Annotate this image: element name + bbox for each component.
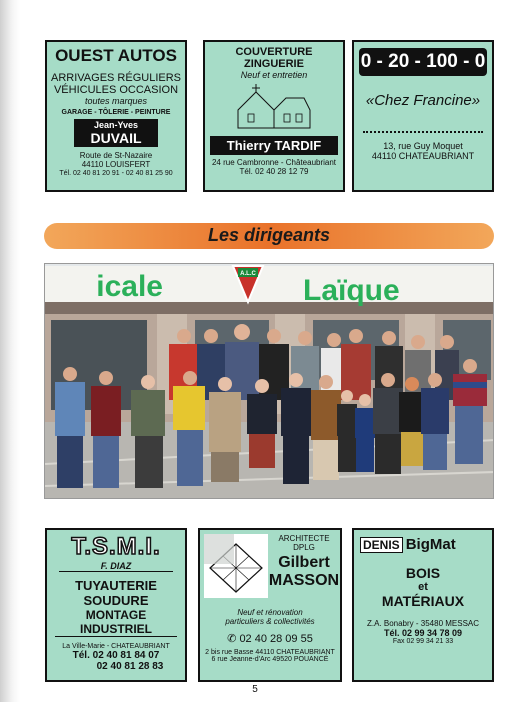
phone: Tél. 02 40 81 20 91 - 02 40 81 25 90 [59, 170, 173, 177]
sign-text-right: Laïque [303, 274, 400, 307]
ad-title: COUVERTURE [235, 46, 313, 58]
ad-line: et [418, 581, 428, 593]
city: 44110 CHATEAUBRIANT [371, 151, 475, 161]
ad-line: MONTAGE INDUSTRIEL [55, 608, 177, 637]
ad-title: ZINGUERIE [244, 58, 304, 70]
surname: MASSON [268, 572, 340, 589]
address: La Ville-Marie - CHATEAUBRIANT [62, 643, 170, 650]
surname: DUVAIL [90, 130, 142, 146]
group-photo-image [45, 264, 494, 499]
ad-title: «Chez Francine» [365, 92, 481, 109]
address: Z.A. Bonabry - 35480 MESSAC [366, 619, 480, 628]
phone: Tél. 02 40 81 84 07 [72, 650, 160, 661]
surname: Thierry TARDIF [226, 138, 322, 153]
phone: ✆ 02 40 28 09 55 [227, 633, 313, 645]
ad-title: ARCHITECTE [278, 534, 330, 543]
address: 13, rue Guy Moquet [383, 141, 463, 151]
firstname: Jean-Yves [93, 120, 139, 130]
ad-line: SOUDURE [83, 593, 149, 608]
ad-line: ARRIVAGES RÉGULIERS [51, 72, 181, 84]
ad-line: BOIS [405, 565, 441, 581]
ad-line: Neuf et rénovation [237, 608, 303, 617]
page-number: 5 [252, 684, 258, 695]
number-box [359, 48, 487, 76]
name-box [74, 119, 158, 147]
name-box [210, 136, 338, 155]
address: 2 bis rue Basse 44110 CHATEAUBRIANT [205, 649, 335, 656]
ad-line: GARAGE - TÔLERIE - PEINTURE [61, 109, 171, 116]
page-shadow [0, 0, 20, 702]
ad-ouest-autos [45, 40, 187, 192]
phone: 02 40 81 28 83 [96, 661, 164, 672]
brand-name: BigMat [405, 536, 456, 553]
roof-illustration [234, 82, 314, 132]
ad-denis-bigmat [352, 528, 494, 682]
group-photo [44, 263, 494, 499]
ad-line: TUYAUTERIE [75, 578, 157, 593]
phone: Tél. 02 40 28 12 79 [239, 167, 309, 176]
ad-line: toutes marques [84, 96, 148, 106]
ad-title: OUEST AUTOS [55, 46, 177, 65]
dotted-divider [363, 131, 483, 133]
section-title: Les dirigeants [207, 225, 331, 245]
ad-line: VÉHICULES OCCASION [53, 84, 179, 96]
firstname: Gilbert [278, 554, 330, 571]
ad-tsmi [45, 528, 187, 682]
ad-chez-francine [352, 40, 494, 192]
ad-couverture [203, 40, 345, 192]
address: 24 rue Cambronne - Châteaubriant [211, 158, 337, 167]
phone: Tél. 02 99 34 78 09 [383, 628, 463, 638]
city: 44110 LOUISFERT [81, 160, 151, 169]
ad-title: DPLG [293, 543, 315, 552]
address: Route de St-Nazaire [79, 151, 153, 160]
ad-architecte [198, 528, 342, 682]
sign-emblem-text: A.L.C [240, 271, 256, 277]
owner: F. DIAZ [59, 561, 173, 572]
fax: Fax 02 99 34 21 33 [392, 638, 454, 645]
brand-name: DENIS [360, 537, 403, 553]
address: 6 rue Jeanne-d'Arc 49520 POUANCÉ [211, 656, 329, 663]
ad-title: T.S.M.I. [71, 533, 161, 560]
phone-number: 02 40 28 09 55 [239, 633, 313, 645]
sign-text-left: icale [96, 270, 163, 303]
brand-logo [360, 536, 492, 553]
ad-line: particuliers & collectivités [225, 617, 315, 626]
phone-number: 0 - 20 - 100 - 0 [360, 51, 486, 72]
ad-subtitle: Neuf et entretien [240, 70, 308, 80]
ad-line: MATÉRIAUX [381, 593, 465, 609]
section-banner [44, 223, 494, 249]
architecture-logo [204, 534, 268, 598]
